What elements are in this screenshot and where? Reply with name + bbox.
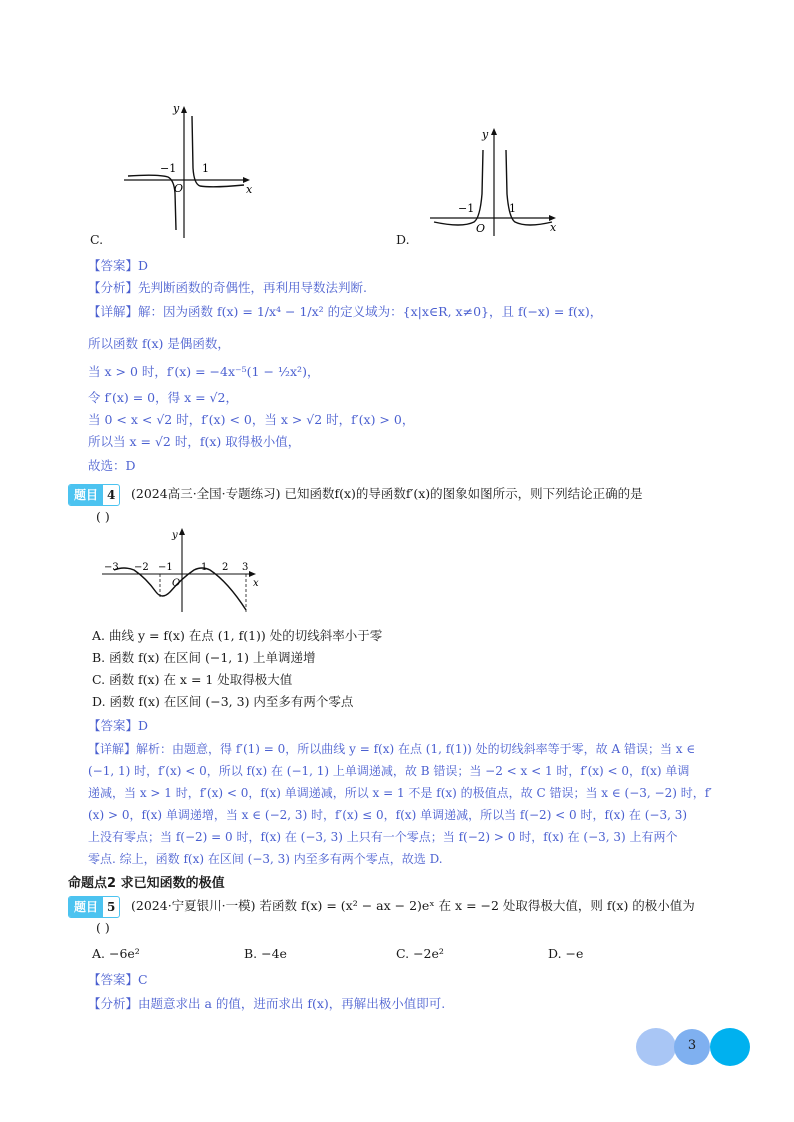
q4-tag-number: 4 <box>107 488 116 502</box>
q3-detail-line: 当 x > 0 时，f′(x) = −4x⁻⁵(1 − ½x²)， <box>88 364 320 379</box>
graph-c-x-label: x <box>246 183 253 196</box>
graph-d <box>422 124 572 244</box>
q3-detail-line: 故选：D <box>88 458 136 473</box>
page-badge <box>636 1028 752 1068</box>
graph-c-tick-pos: 1 <box>202 162 209 175</box>
q3-detail-line: 【详解】解：因为函数 f(x) = 1/x⁴ − 1/x² 的定义域为：{x|x∈R, x≠0}，且 f(−x) = f(x)， <box>88 304 603 319</box>
graph-c <box>88 98 268 248</box>
q4-graph-origin: O <box>172 578 181 589</box>
q4-graph-tick: −3 <box>104 562 119 573</box>
q3-detail-line: 令 f′(x) = 0，得 x = √2， <box>88 390 238 405</box>
q4-stem: (2024高三·全国·专题练习) 已知函数f(x)的导函数f′(x)的图象如图所示，则下列结论正确的是 <box>131 486 643 501</box>
q4-graph-tick: 3 <box>242 562 249 573</box>
q4-detail-line: 上没有零点；当 f(−2) = 0 时，f(x) 在 (−3, 3) 上只有一个零点；当 f(−2) > 0 时，f(x) 在 (−3, 3) 上有两个 <box>88 830 678 844</box>
q3-analysis: 【分析】先判断函数的奇偶性，再利用导数法判断. <box>88 280 367 295</box>
q5-option-d: D. −e <box>548 946 584 961</box>
q3-answer: 【答案】D <box>88 258 149 273</box>
page-badge-light-circle <box>636 1028 676 1066</box>
q4-tag-label: 题目 <box>69 485 103 505</box>
q4-detail-line: (x) > 0，f(x) 单调递增，当 x ∈ (−2, 3) 时，f′(x) ≤ 0，f(x) 单调递减，所以当 f(−2) < 0 时，f(x) 在 (−3, 3) <box>88 808 688 822</box>
q5-answer-paren: ( ) <box>96 920 110 935</box>
q4-detail-line: 递减，当 x > 1 时，f′(x) < 0，f(x) 单调递减，所以 x = 1 不是 f(x) 的极值点，故 C 错误；当 x ∈ (−3, −2) 时，f′ <box>88 786 712 800</box>
q4-graph-x-label: x <box>253 578 259 589</box>
q4-detail-line: 零点. 综上，函数 f(x) 在区间 (−3, 3) 内至多有两个零点，故选 D. <box>88 852 443 866</box>
page-badge-dark-circle <box>710 1028 750 1066</box>
q5-option-c: C. −2e² <box>396 946 444 961</box>
q4-detail-line: (−1, 1) 时，f′(x) < 0，所以 f(x) 在 (−1, 1) 上单调递减，故 B 错误；当 −2 < x < 1 时，f′(x) < 0，f(x) 单调 <box>88 764 690 778</box>
graph-c-svg <box>88 98 268 248</box>
q3-detail-line: 当 0 < x < √2 时，f′(x) < 0，当 x > √2 时，f′(x) > 0， <box>88 412 415 427</box>
q4-graph-tick: 1 <box>201 562 208 573</box>
graph-d-tick-neg: −1 <box>458 202 475 215</box>
graph-d-svg <box>422 124 572 244</box>
q5-answer: 【答案】C <box>88 972 148 987</box>
q5-tag-label: 题目 <box>69 897 103 917</box>
q4-answer-paren: ( ) <box>96 509 110 524</box>
graph-d-label: D. <box>396 232 410 247</box>
graph-d-origin: O <box>476 222 486 235</box>
graph-d-tick-pos: 1 <box>509 202 516 215</box>
q4-option-a: A. 曲线 y = f(x) 在点 (1, f(1)) 处的切线斜率小于零 <box>92 628 383 643</box>
q4-graph-tick: −1 <box>158 562 173 573</box>
q4-option-c: C. 函数 f(x) 在 x = 1 处取得极大值 <box>92 672 293 687</box>
q4-graph-tick: 2 <box>222 562 229 573</box>
q5-option-a: A. −6e² <box>92 946 140 961</box>
graph-c-y-label: y <box>173 102 180 115</box>
q5-option-b: B. −4e <box>244 946 287 961</box>
q4-tag <box>68 484 120 506</box>
q4-graph-y-label: y <box>172 530 178 541</box>
page-number: 3 <box>687 1038 697 1053</box>
graph-c-origin: O <box>174 182 184 195</box>
graph-c-label: C. <box>90 232 104 247</box>
q4-detail-line: 【详解】解析：由题意，得 f′(1) = 0，所以曲线 y = f(x) 在点 (1, f(1)) 处的切线斜率等于零，故 A 错误；当 x ∈ <box>88 742 696 756</box>
graph-d-y-label: y <box>482 128 489 141</box>
graph-d-x-label: x <box>550 221 557 234</box>
graph-c-tick-neg: −1 <box>160 162 177 175</box>
section-title: 命题点2 求已知函数的极值 <box>68 876 225 891</box>
q5-analysis: 【分析】由题意求出 a 的值，进而求出 f(x)，再解出极小值即可. <box>88 996 446 1011</box>
q5-stem: (2024·宁夏银川·一模) 若函数 f(x) = (x² − ax − 2)eˣ 在 x = −2 处取得极大值，则 f(x) 的极小值为 <box>131 898 695 913</box>
q4-graph-tick: −2 <box>134 562 149 573</box>
q4-answer: 【答案】D <box>88 718 149 733</box>
q3-detail-line: 所以当 x = √2 时，f(x) 取得极小值， <box>88 434 301 449</box>
q3-detail-line: 所以函数 f(x) 是偶函数， <box>88 336 230 351</box>
q4-graph <box>98 526 268 616</box>
q4-option-d: D. 函数 f(x) 在区间 (−3, 3) 内至多有两个零点 <box>92 694 354 709</box>
q4-graph-svg <box>98 526 268 616</box>
q5-tag-number: 5 <box>107 900 116 914</box>
q5-tag <box>68 896 120 918</box>
q4-option-b: B. 函数 f(x) 在区间 (−1, 1) 上单调递增 <box>92 650 316 665</box>
